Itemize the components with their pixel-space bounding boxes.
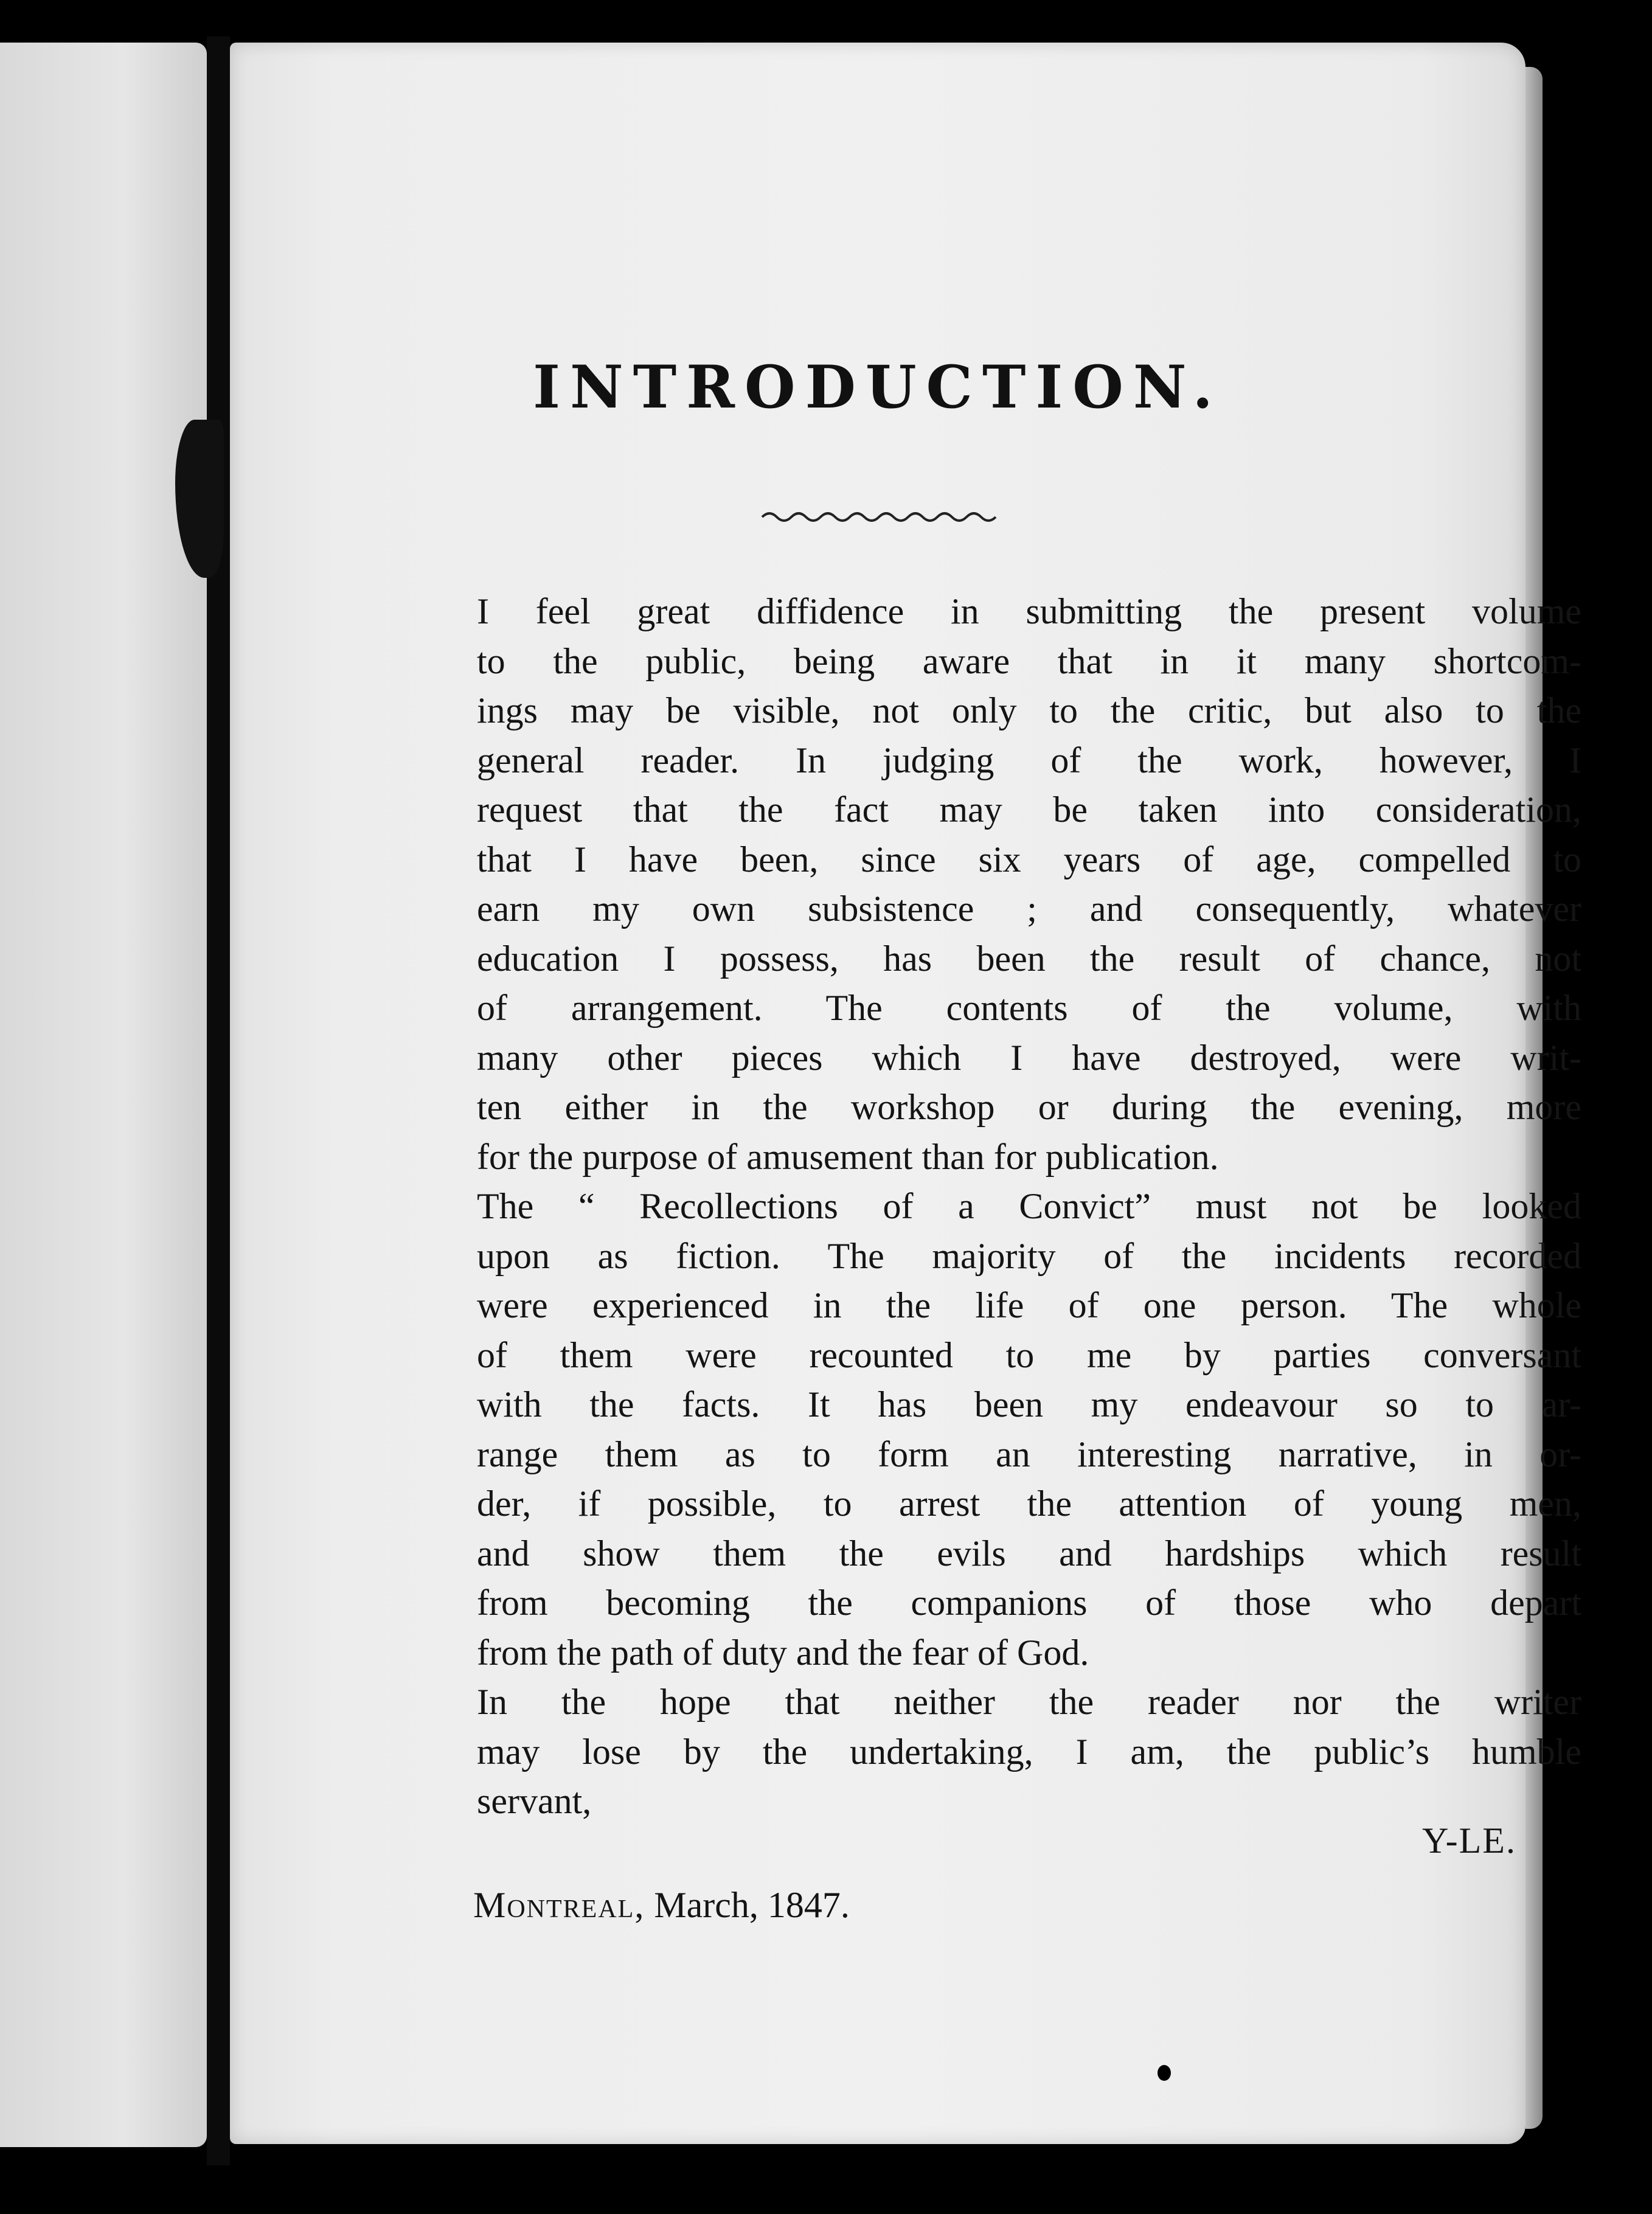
text-line: earn my own subsistence ; and consequently, whatever bbox=[477, 889, 1581, 929]
ink-speck bbox=[1157, 2065, 1171, 2081]
text-line: request that the fact may be taken into consideration, bbox=[477, 789, 1581, 830]
text-line: of arrangement. The contents of the volume, with bbox=[477, 988, 1581, 1028]
facing-page-left bbox=[0, 43, 207, 2147]
text-line: In the hope that neither the reader nor the writer bbox=[477, 1682, 1581, 1722]
text-line: to the public, being aware that in it many shortcom- bbox=[477, 640, 1581, 681]
text-line: with the facts. It has been my endeavour so to ar- bbox=[477, 1384, 1581, 1425]
text-line: education I possess, has been the result of chance, not bbox=[477, 938, 1581, 979]
paragraph-1 bbox=[438, 587, 1581, 1182]
dateline-date: March, 1847. bbox=[645, 1885, 850, 1925]
text-line: from the path of duty and the fear of God. bbox=[477, 1632, 1089, 1673]
text-line: ten either in the workshop or during the evening, more bbox=[477, 1087, 1581, 1127]
paragraph-3 bbox=[438, 1678, 1581, 1827]
wavy-rule-ornament bbox=[759, 505, 1002, 529]
author-signature: Y-LE. bbox=[1422, 1820, 1516, 1861]
text-line: may lose by the undertaking, I am, the public’s humble bbox=[477, 1731, 1581, 1772]
paragraph-2 bbox=[438, 1182, 1581, 1678]
text-line: many other pieces which I have destroyed, were writ- bbox=[477, 1037, 1581, 1078]
page-right bbox=[230, 43, 1581, 2144]
text-line: were experienced in the life of one person. The whole bbox=[477, 1285, 1581, 1325]
page-title: INTRODUCTION. bbox=[533, 353, 1223, 422]
book-spine bbox=[207, 36, 230, 2165]
text-line: I feel great diffidence in submitting the present volume bbox=[477, 591, 1581, 631]
text-line: The “ Recollections of a Convict” must not be looked bbox=[477, 1186, 1581, 1226]
text-line: and show them the evils and hardships which result bbox=[477, 1533, 1581, 1574]
text-line: that I have been, since six years of age, compelled to bbox=[477, 839, 1581, 880]
text-line: upon as fiction. The majority of the incidents recorded bbox=[477, 1235, 1581, 1276]
text-line: servant, bbox=[477, 1781, 592, 1821]
text-line: general reader. In judging of the work, however, I bbox=[477, 740, 1581, 780]
text-line: ings may be visible, not only to the critic, but also to the bbox=[477, 690, 1581, 730]
text-line: range them as to form an interesting narrative, in or- bbox=[477, 1434, 1581, 1474]
text-line: for the purpose of amusement than for publication. bbox=[477, 1136, 1219, 1177]
dateline-place: Montreal, bbox=[473, 1885, 645, 1925]
body-text bbox=[438, 587, 1581, 1827]
text-line: of them were recounted to me by parties conversant bbox=[477, 1334, 1581, 1375]
dateline bbox=[473, 1884, 850, 1926]
text-line: from becoming the companions of those who depart bbox=[477, 1583, 1581, 1623]
text-line: der, if possible, to arrest the attention of young men, bbox=[477, 1484, 1581, 1524]
